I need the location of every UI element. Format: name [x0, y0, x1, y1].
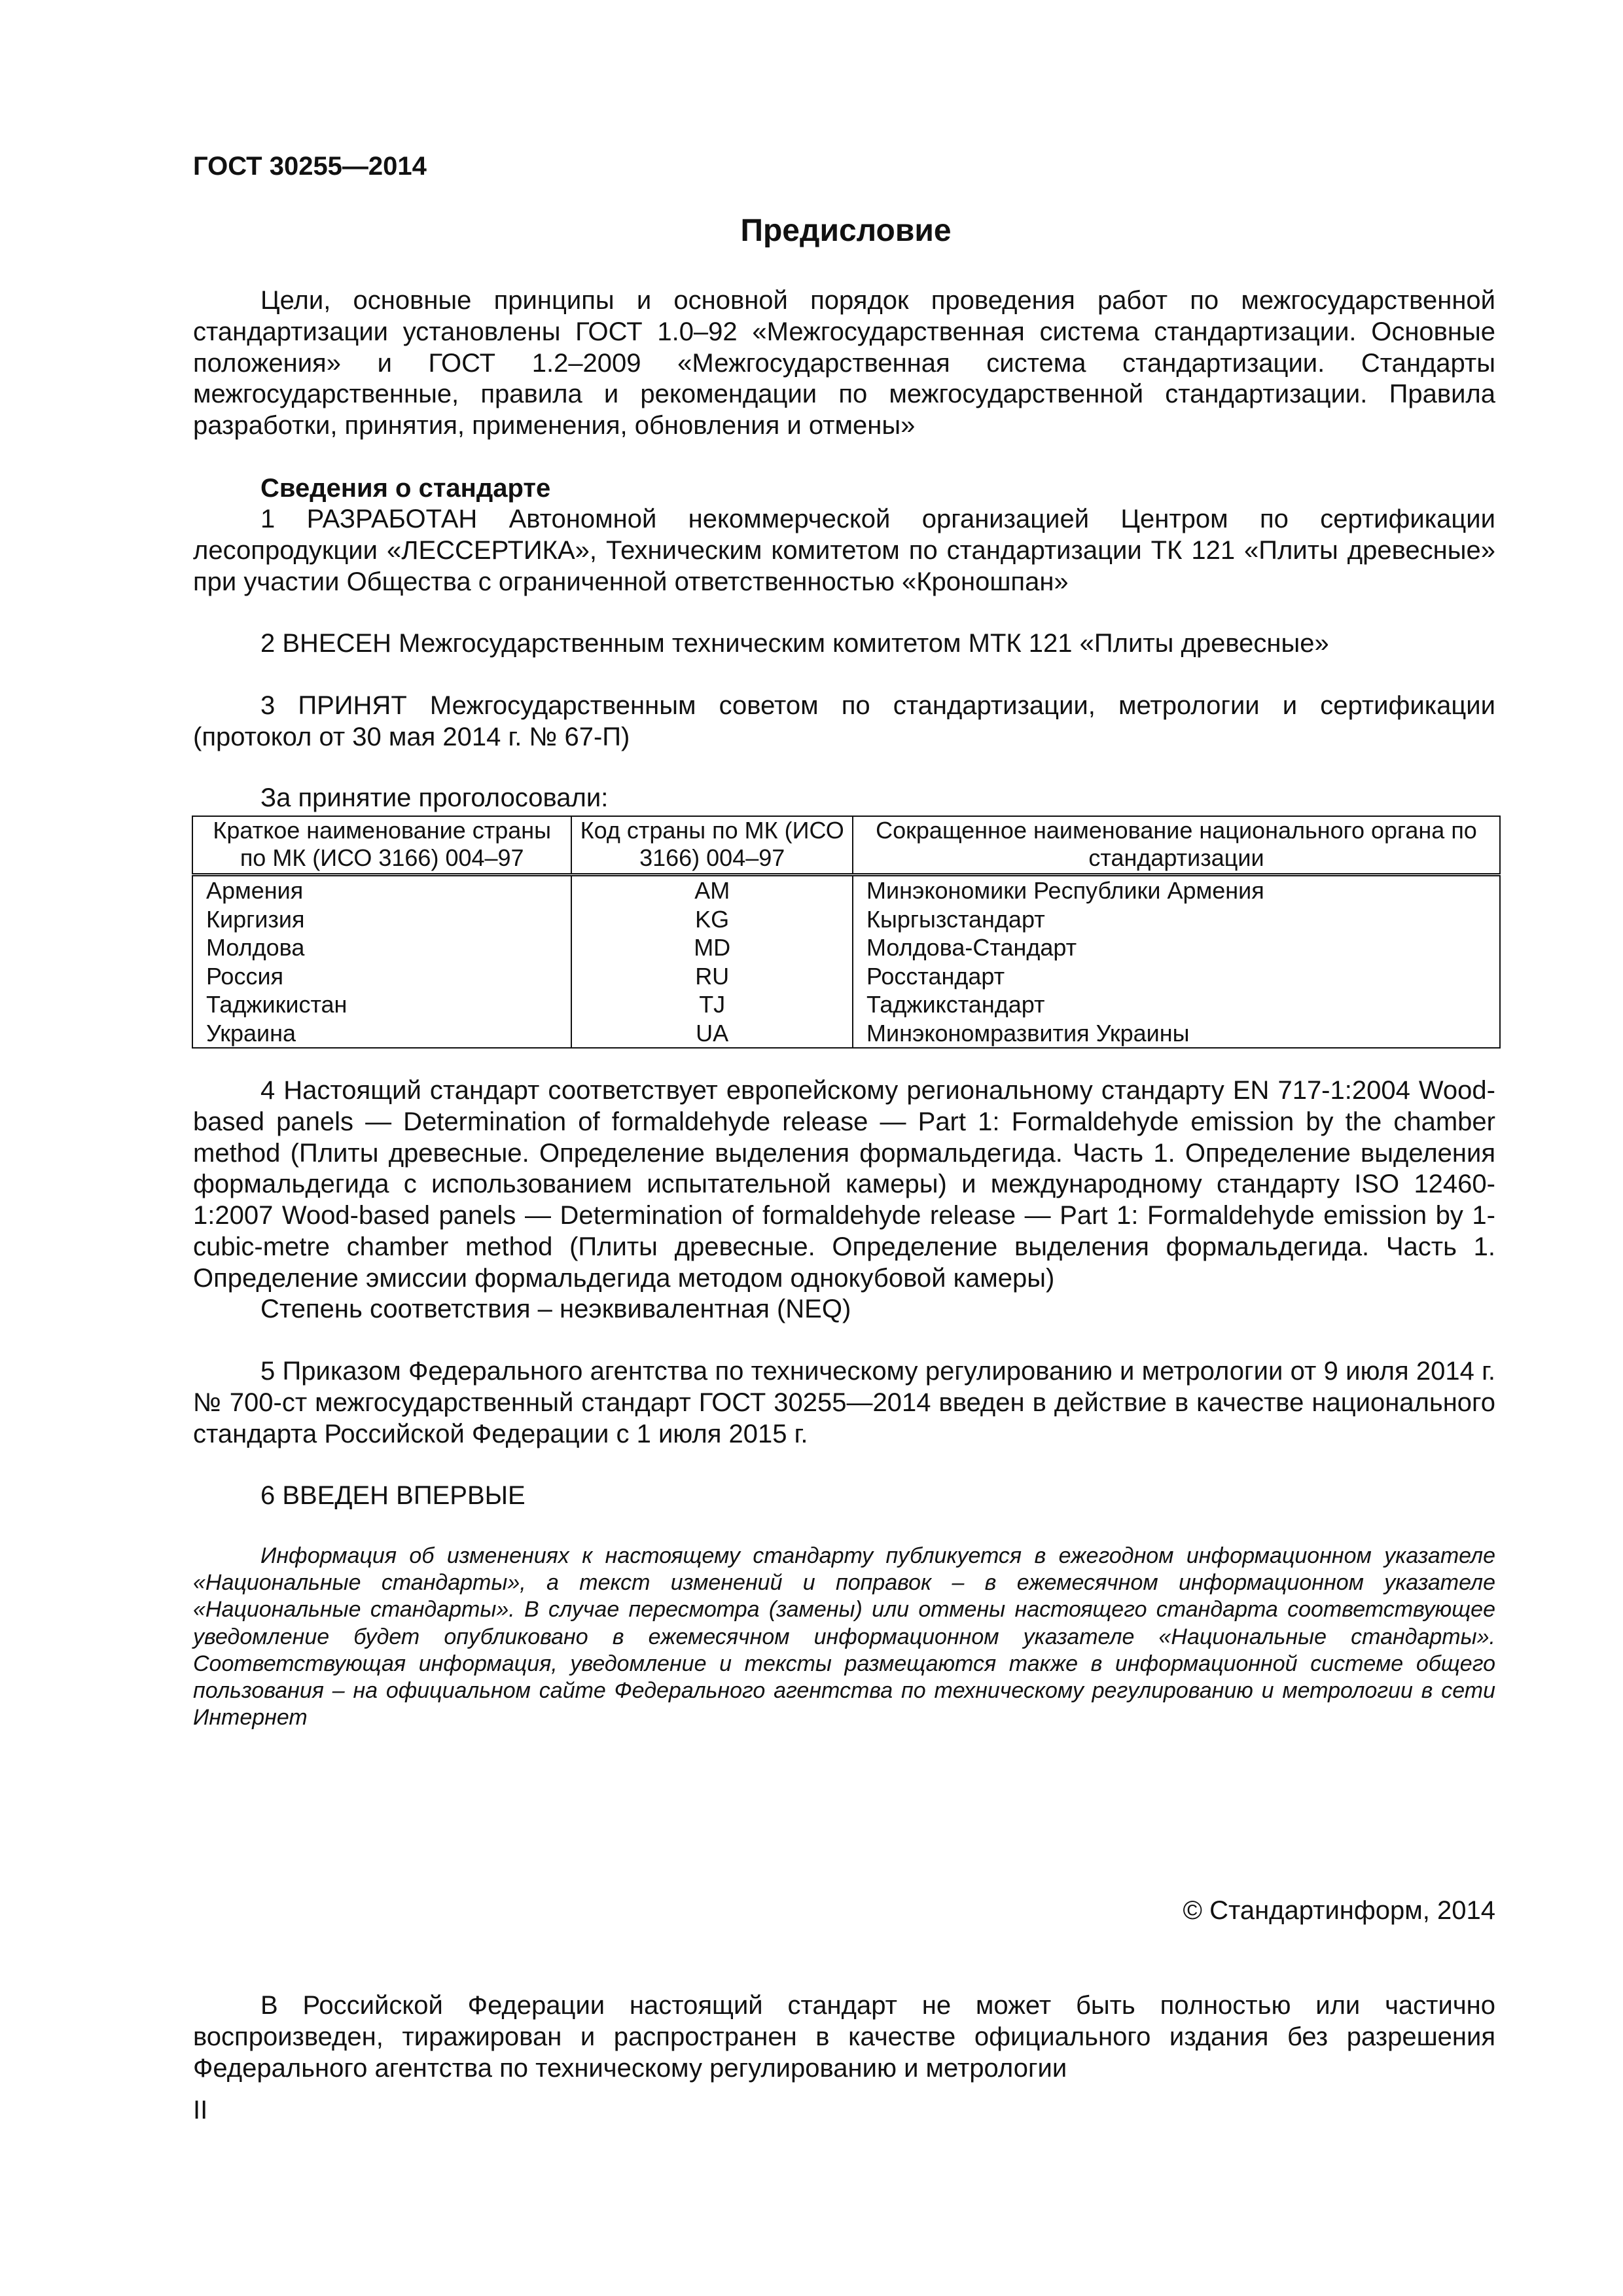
table-header-code: Код страны по МК (ИСО 3166) 004–97 [571, 816, 853, 875]
page-title: Предисловие [740, 213, 952, 248]
agency-name-cell: Кыргызстандарт [853, 905, 1500, 934]
table-row [192, 962, 1500, 991]
copyright-notice: © Стандартинформ, 2014 [1183, 1896, 1495, 1925]
voting-countries-table [192, 816, 1501, 1049]
table-header-row [192, 816, 1500, 875]
agency-name-cell: Росстандарт [853, 962, 1500, 991]
info-item-2: 2 ВНЕСЕН Межгосударственным техническим комитетом МТК 121 «Плиты древесные» [260, 629, 1329, 658]
info-item-1: 1 РАЗРАБОТАН Автономной некоммерческой организацией Центром по сертификации лесопродукции «ЛЕССЕРТИКА», Техническим комитетом по стандартизации ТК 121 «Плиты древесные» при участии Общества с ограниченной ответственностью «Кроношпан» [193, 505, 1495, 596]
country-name-cell: Украина [192, 1019, 571, 1049]
agency-name-cell: Минэкономики Республики Армения [853, 875, 1500, 905]
agency-name-cell: Таджикстандарт [853, 990, 1500, 1019]
conformity-degree: Степень соответствия – неэквивалентная (NEQ) [260, 1295, 851, 1323]
info-item-3: 3 ПРИНЯТ Межгосударственным советом по стандартизации, метрологии и сертификации (протокол от 30 мая 2014 г. № 67-П) [193, 691, 1495, 751]
info-item-5: 5 Приказом Федерального агентства по техническому регулированию и метрологии от 9 июля 2014 г. № 700-ст межгосударственный стандарт ГОСТ 30255—2014 введен в действие в качестве национального стандарта Российской Федерации с 1 июля 2015 г. [193, 1357, 1495, 1448]
country-name-cell: Киргизия [192, 905, 571, 934]
info-item-6: 6 ВВЕДЕН ВПЕРВЫЕ [260, 1481, 526, 1510]
country-code-cell: TJ [571, 990, 853, 1019]
table-header-agency: Сокращенное наименование национального органа по стандартизации [853, 816, 1500, 875]
country-code-cell: RU [571, 962, 853, 991]
country-name-cell: Молдова [192, 933, 571, 962]
country-code-cell: AM [571, 875, 853, 905]
page-number: II [193, 2096, 208, 2125]
table-header-country: Краткое наименование страны по МК (ИСО 3166) 004–97 [192, 816, 571, 875]
info-heading: Сведения о стандарте [260, 474, 551, 503]
table-row [192, 1019, 1500, 1049]
table-row [192, 875, 1500, 905]
country-code-cell: UA [571, 1019, 853, 1049]
reproduction-notice: В Российской Федерации настоящий стандарт не может быть полностью или частично воспроизведен, тиражирован и распространен в качестве официального издания без разрешения Федерального агентства по техническому регулированию и метрологии [193, 1991, 1495, 2083]
country-name-cell: Армения [192, 875, 571, 905]
country-code-cell: MD [571, 933, 853, 962]
document-number-header: ГОСТ 30255—2014 [193, 152, 427, 181]
country-name-cell: Россия [192, 962, 571, 991]
agency-name-cell: Минэкономразвития Украины [853, 1019, 1500, 1049]
agency-name-cell: Молдова-Стандарт [853, 933, 1500, 962]
intro-paragraph: Цели, основные принципы и основной порядок проведения работ по межгосударственной стандартизации установлены ГОСТ 1.0–92 «Межгосударственная система стандартизации. Основные положения» и ГОСТ 1.2–2009 «Межгосударственная система стандартизации. Стандарты межгосударственные, правила и рекомендации по межгосударственной стандартизации. Правила разработки, принятия, применения, обновления и отмены» [193, 286, 1495, 440]
table-row [192, 990, 1500, 1019]
vote-caption: За принятие проголосовали: [260, 783, 609, 812]
country-name-cell: Таджикистан [192, 990, 571, 1019]
change-notice: Информация об изменениях к настоящему стандарту публикуется в ежегодном информационном указателе «Национальные стандарты», а текст изменений и поправок – в ежемесячном информационном указателе «Национальные стандарты». В случае пересмотра (замены) или отмены настоящего стандарта соответствующее уведомление будет опубликовано в ежемесячном информационном указателе «Национальные стандарты». Соответствующая информация, уведомление и тексты размещаются также в информационной системе общего пользования – на официальном сайте Федерального агентства по техническому регулированию и метрологии в сети Интернет [193, 1543, 1495, 1731]
country-code-cell: KG [571, 905, 853, 934]
table-row [192, 905, 1500, 934]
info-item-4: 4 Настоящий стандарт соответствует европейскому региональному стандарту EN 717-1:2004 Wood-based panels — Determination of formaldehyde release — Part 1: Formaldehyde emission by the chamber method (Плиты древесные. Определение выделения формальдегида. Часть 1. Определение выделения формальдегида с использованием испытательной камеры) и международному стандарту ISO 12460-1:2007 Wood-based panels — Determination of formaldehyde release — Part 1: Formaldehyde emission by 1-cubic-metre chamber method (Плиты древесные. Определение выделения формальдегида. Часть 1. Определение эмиссии формальдегида методом однокубовой камеры) [193, 1076, 1495, 1293]
table-row [192, 933, 1500, 962]
